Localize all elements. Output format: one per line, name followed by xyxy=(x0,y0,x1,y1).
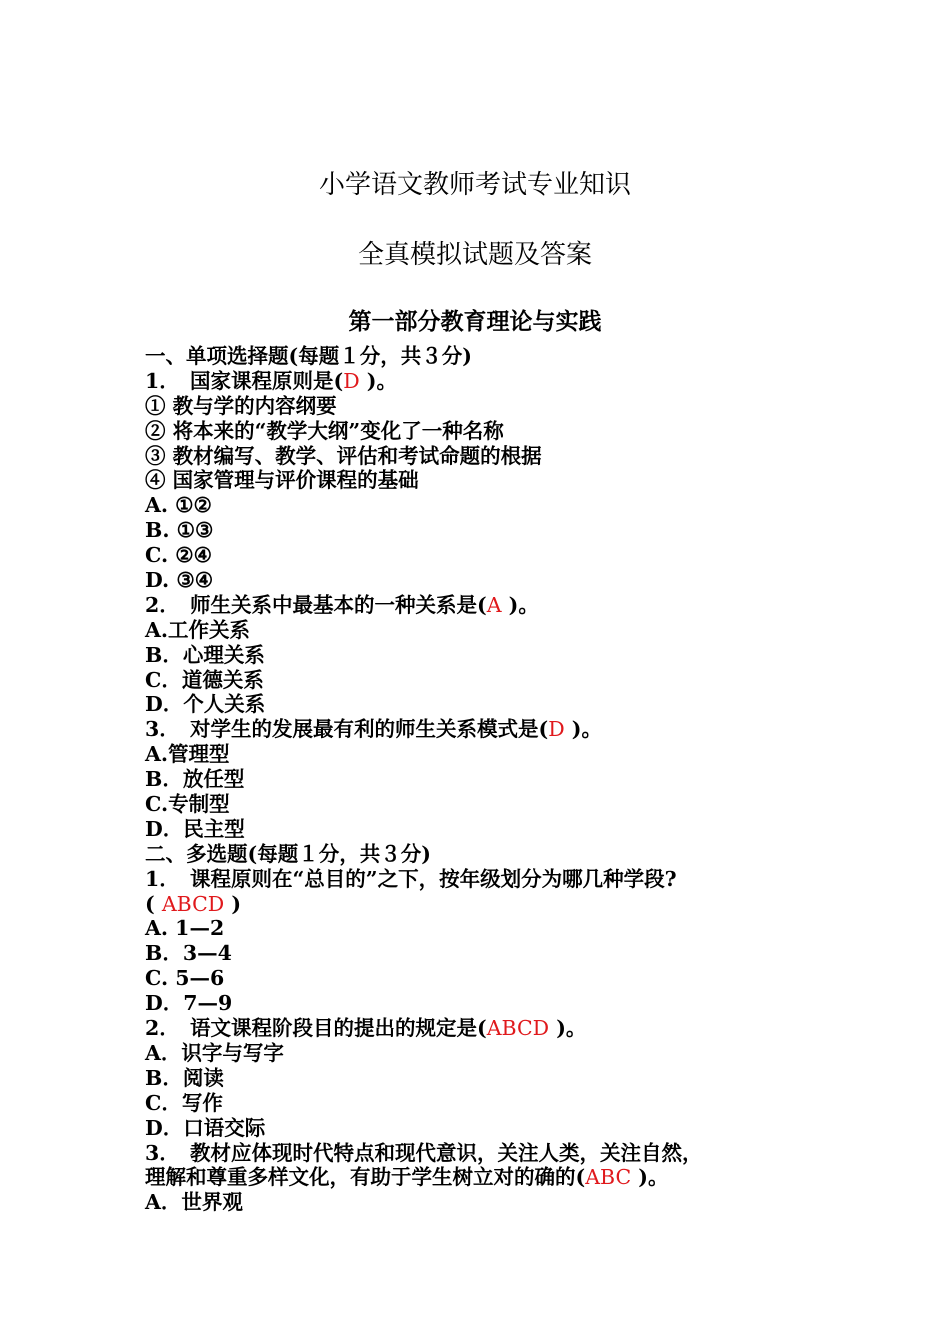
answer-text: A xyxy=(486,592,502,617)
text-line xyxy=(145,618,815,643)
line-text: B．3—4 xyxy=(145,941,232,966)
text-line xyxy=(145,1190,815,1215)
line-text: ④ 国家管理与评价课程的基础 xyxy=(145,468,419,493)
text-line xyxy=(145,568,815,593)
doc-title-line1: 小学语文教师考试专业知识 xyxy=(318,170,631,200)
line-suffix: )。 xyxy=(359,368,397,393)
text-line xyxy=(145,792,815,817)
text-line xyxy=(145,593,815,618)
text-line xyxy=(145,692,815,717)
text-line xyxy=(145,1016,815,1041)
line-text: ② 将本来的“教学大纲”变化了一种名称 xyxy=(145,418,504,443)
line-text: A. ①② xyxy=(145,493,212,518)
line-text: A．识字与写字 xyxy=(145,1040,284,1065)
line-text: ③ 教材编写、教学、评估和考试命题的根据 xyxy=(145,443,542,468)
line-suffix: )。 xyxy=(549,1016,587,1041)
line-text: B．阅读 xyxy=(145,1065,224,1090)
line-text: D．7—9 xyxy=(145,991,233,1016)
line-text: 1． 课程原则在“总目的”之下，按年级划分为哪几种学段? xyxy=(145,866,677,891)
line-text: A. 1—2 xyxy=(145,916,225,941)
line-text: B．心理关系 xyxy=(145,642,265,667)
line-text: D．个人关系 xyxy=(145,692,266,717)
line-text: C. ②④ xyxy=(145,543,212,568)
line-text: A.工作关系 xyxy=(145,617,251,642)
line-text: C.专制型 xyxy=(145,792,230,817)
line-text: 1． 国家课程原则是( xyxy=(145,368,344,393)
line-suffix: )。 xyxy=(501,592,539,617)
line-text: 一、单项选择题(每题１分，共３分) xyxy=(145,344,472,368)
text-line xyxy=(145,842,815,867)
line-text: A.管理型 xyxy=(145,742,230,767)
answer-text: D xyxy=(548,717,565,742)
text-line xyxy=(145,1041,815,1066)
answer-text: ABC xyxy=(585,1165,632,1190)
text-line xyxy=(145,1116,815,1141)
line-text: ( xyxy=(145,891,162,916)
text-line xyxy=(145,892,815,917)
line-text: C．道德关系 xyxy=(145,667,264,692)
text-line xyxy=(145,966,815,991)
text-line xyxy=(145,1141,815,1166)
doc-title-line2: 全真模拟试题及答案 xyxy=(357,240,592,270)
text-line xyxy=(145,543,815,568)
text-line xyxy=(145,668,815,693)
text-line xyxy=(145,817,815,842)
text-line xyxy=(145,419,815,444)
line-text: A．世界观 xyxy=(145,1190,243,1215)
text-line xyxy=(145,1165,815,1190)
text-line xyxy=(145,717,815,742)
line-text: 2． 师生关系中最基本的一种关系是( xyxy=(145,592,487,617)
line-text: ① 教与学的内容纲要 xyxy=(145,393,337,418)
text-line xyxy=(145,518,815,543)
line-text: D. ③④ xyxy=(145,568,214,593)
text-line xyxy=(145,1066,815,1091)
text-line xyxy=(145,394,815,419)
text-line xyxy=(145,444,815,469)
text-line xyxy=(145,867,815,892)
answer-text: D xyxy=(343,368,360,393)
text-line xyxy=(145,941,815,966)
line-text: 3． 对学生的发展最有利的师生关系模式是( xyxy=(145,717,549,742)
part-heading: 第一部分教育理论与实践 xyxy=(348,309,602,335)
text-line xyxy=(145,344,815,369)
text-line xyxy=(145,493,815,518)
line-text: 理解和尊重多样文化，有助于学生树立对的确的( xyxy=(145,1165,586,1190)
text-line xyxy=(145,916,815,941)
line-text: D．口语交际 xyxy=(145,1115,266,1140)
line-text: C. 5—6 xyxy=(145,966,225,991)
text-line xyxy=(145,742,815,767)
text-line xyxy=(145,369,815,394)
text-line xyxy=(145,991,815,1016)
answer-text: ABCD xyxy=(486,1016,550,1041)
line-text: 2． 语文课程阶段目的提出的规定是( xyxy=(145,1016,487,1041)
line-text: B．放任型 xyxy=(145,767,245,792)
line-text: 3． 教材应体现时代特点和现代意识，关注人类，关注自然， xyxy=(145,1140,703,1165)
text-line xyxy=(145,1091,815,1116)
line-text: C．写作 xyxy=(145,1090,223,1115)
text-line xyxy=(145,468,815,493)
answer-text: ABCD xyxy=(161,891,225,916)
line-suffix: )。 xyxy=(631,1165,669,1190)
text-line xyxy=(145,767,815,792)
line-suffix: ) xyxy=(224,891,242,916)
text-line xyxy=(145,643,815,668)
line-text: D．民主型 xyxy=(145,816,245,841)
question-body xyxy=(145,344,815,1215)
line-suffix: )。 xyxy=(564,717,602,742)
line-text: 二、多选题(每题１分，共３分) xyxy=(145,841,431,866)
line-text: B. ①③ xyxy=(145,518,214,543)
